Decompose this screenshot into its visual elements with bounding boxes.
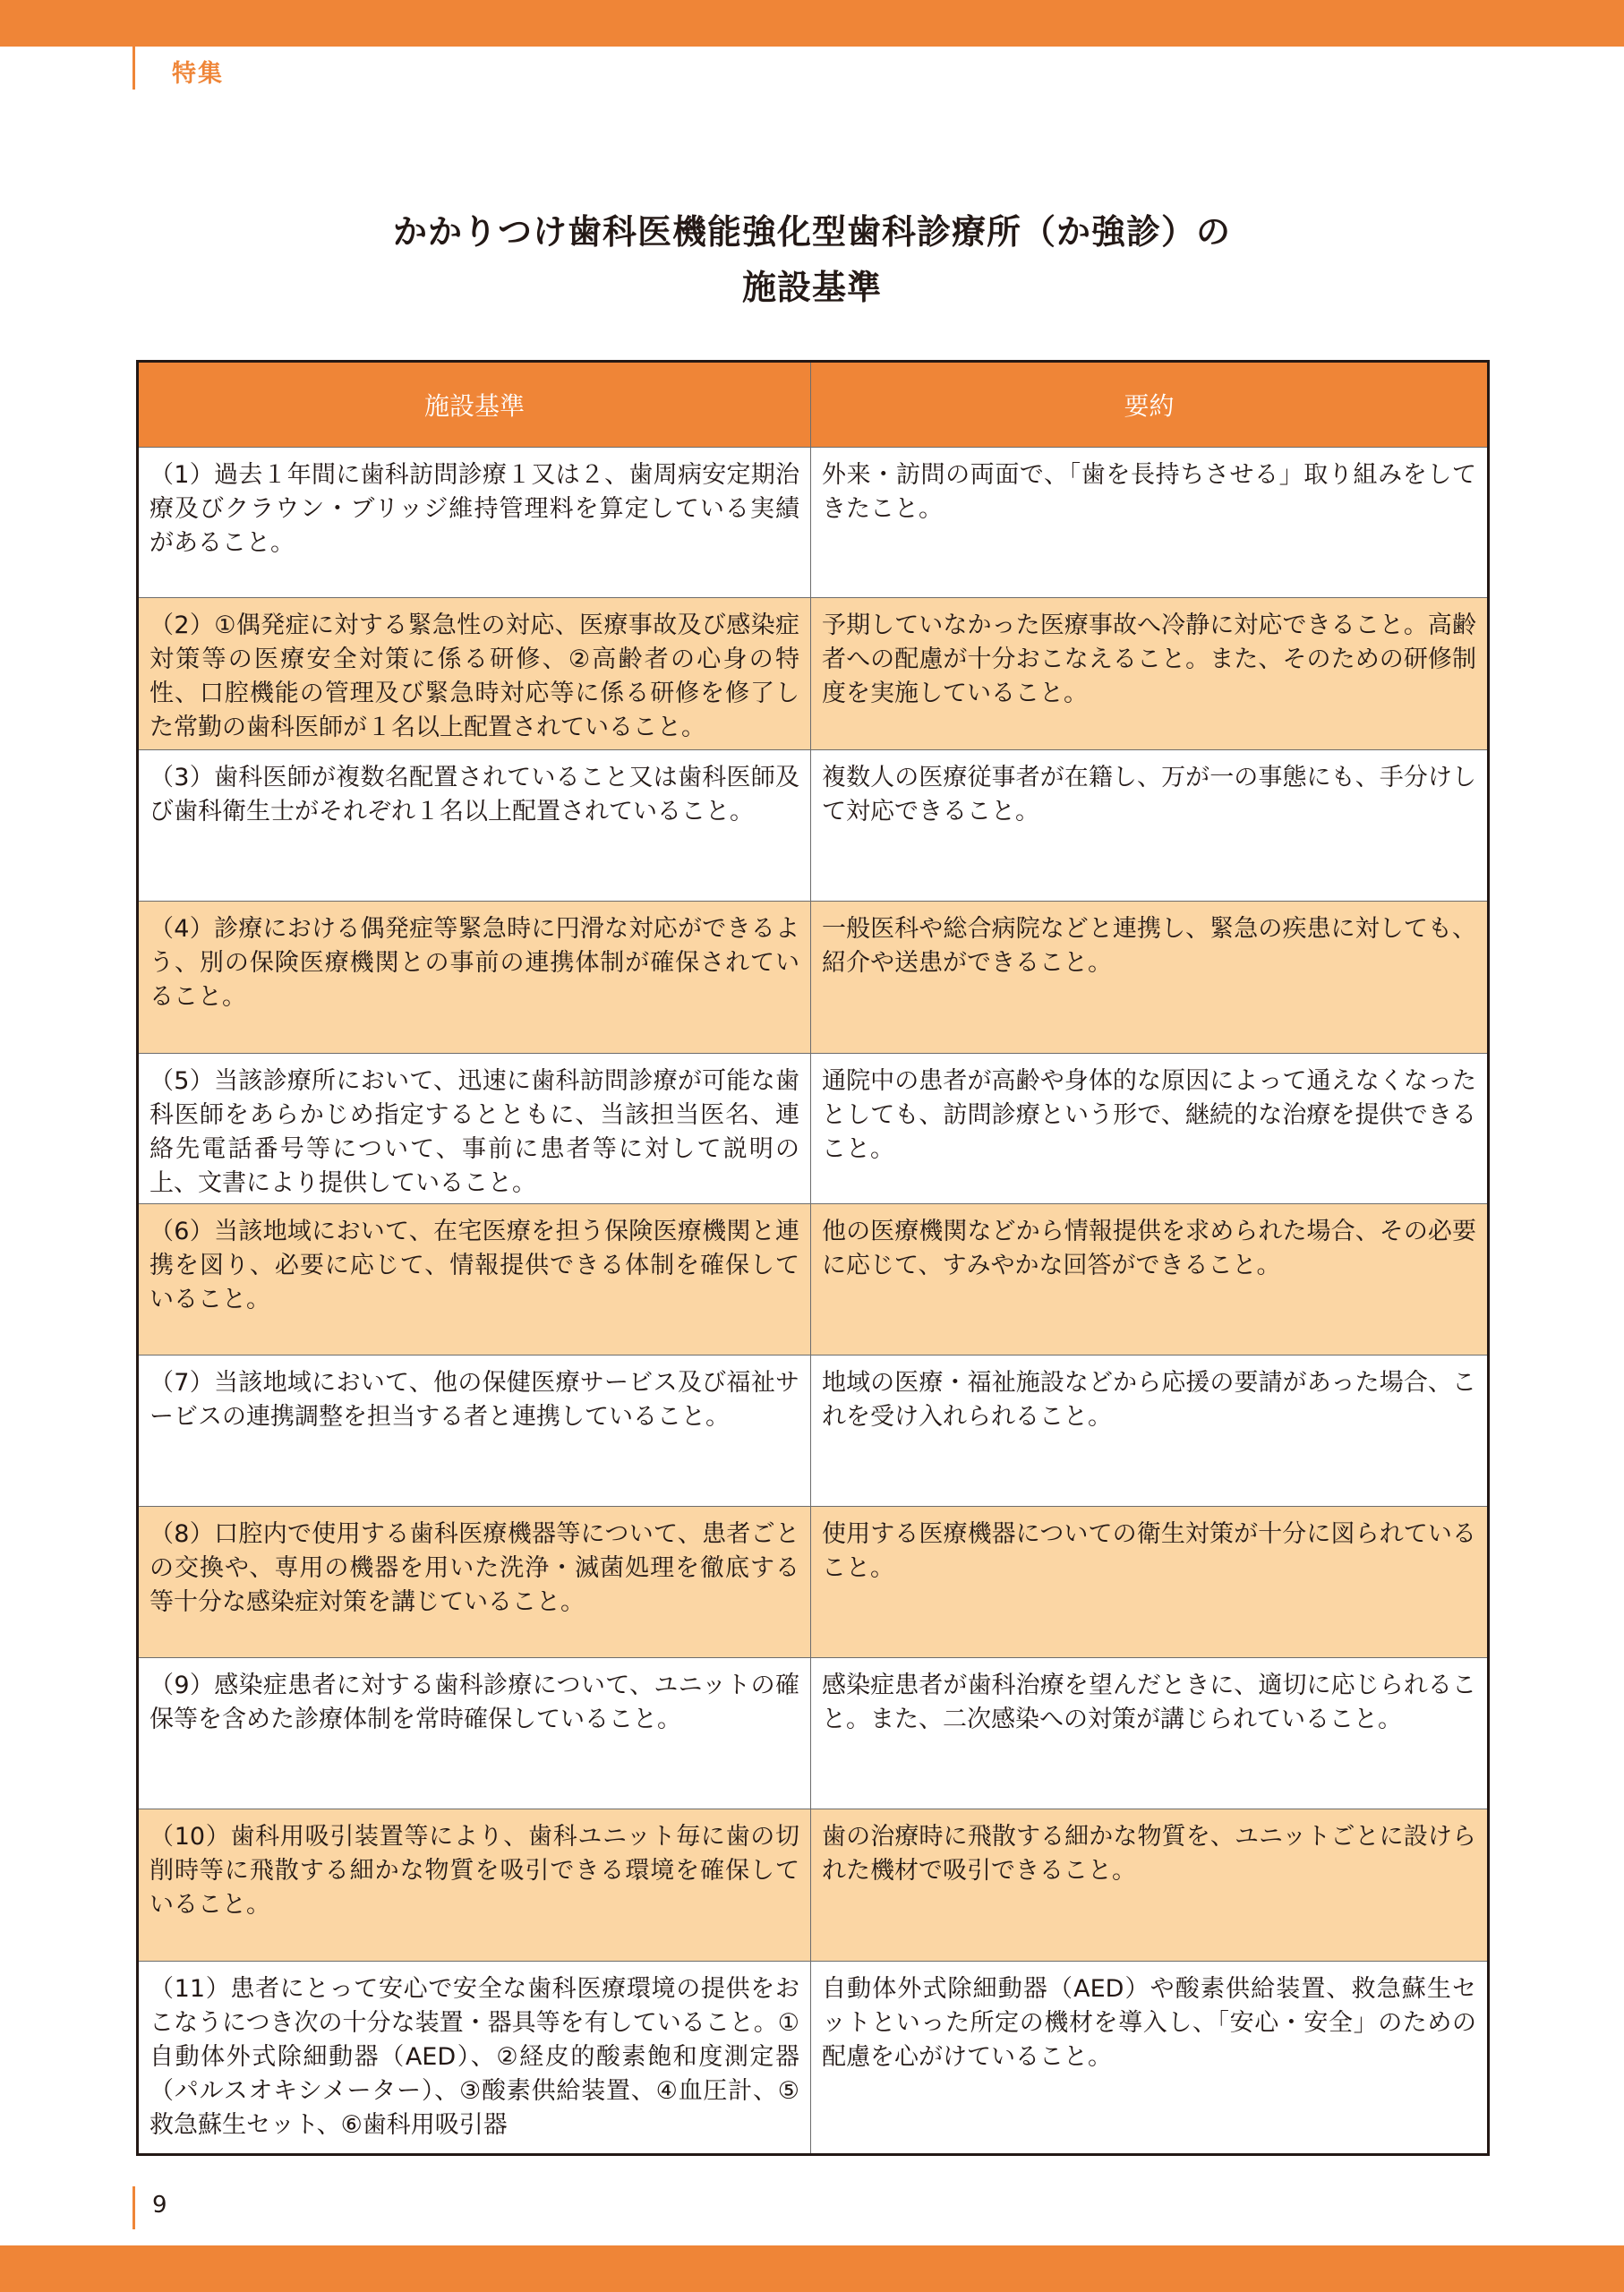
criterion-cell: （10）歯科用吸引装置等により、歯科ユニット毎に歯の切削時等に飛散する細かな物質を吸引できる環境を確保していること。	[138, 1809, 811, 1962]
criterion-cell: （7）当該地域において、他の保健医療サービス及び福祉サービスの連携調整を担当する者と連携していること。	[138, 1356, 811, 1507]
summary-cell: 外来・訪問の両面で、「歯を長持ちさせる」取り組みをしてきたこと。	[811, 448, 1489, 598]
summary-cell: 使用する医療機器についての衛生対策が十分に図られていること。	[811, 1507, 1489, 1658]
section-marker-bar	[132, 47, 135, 90]
page-title	[0, 204, 1624, 315]
bottom-accent-band	[0, 2245, 1624, 2292]
table-row	[138, 1507, 1489, 1658]
page-number-marker-bar	[132, 2186, 135, 2229]
table-row	[138, 448, 1489, 598]
table-row	[138, 1658, 1489, 1809]
column-header-criteria: 施設基準	[138, 362, 811, 448]
criterion-cell: （8）口腔内で使用する歯科医療機器等について、患者ごとの交換や、専用の機器を用いた洗浄・滅菌処理を徹底する等十分な感染症対策を講じていること。	[138, 1507, 811, 1658]
summary-cell: 自動体外式除細動器（AED）や酸素供給装置、救急蘇生セットといった所定の機材を導入し、「安心・安全」のための配慮を心がけていること。	[811, 1962, 1489, 2155]
table-row	[138, 1054, 1489, 1204]
criterion-cell: （4）診療における偶発症等緊急時に円滑な対応ができるよう、別の保険医療機関との事前の連携体制が確保されていること。	[138, 902, 811, 1054]
summary-cell: 地域の医療・福祉施設などから応援の要請があった場合、これを受け入れられること。	[811, 1356, 1489, 1507]
table-row	[138, 1962, 1489, 2155]
criterion-cell: （6）当該地域において、在宅医療を担う保険医療機関と連携を図り、必要に応じて、情報提供できる体制を確保していること。	[138, 1204, 811, 1356]
criterion-cell: （1）過去１年間に歯科訪問診療１又は２、歯周病安定期治療及びクラウン・ブリッジ維持管理料を算定している実績があること。	[138, 448, 811, 598]
summary-cell: 歯の治療時に飛散する細かな物質を、ユニットごとに設けられた機材で吸引できること。	[811, 1809, 1489, 1962]
table-row	[138, 902, 1489, 1054]
table-row	[138, 1356, 1489, 1507]
table-row	[138, 1204, 1489, 1356]
summary-cell: 一般医科や総合病院などと連携し、緊急の疾患に対しても、紹介や送患ができること。	[811, 902, 1489, 1054]
table-row	[138, 598, 1489, 750]
summary-cell: 他の医療機関などから情報提供を求められた場合、その必要に応じて、すみやかな回答ができること。	[811, 1204, 1489, 1356]
criterion-cell: （2）①偶発症に対する緊急性の対応、医療事故及び感染症対策等の医療安全対策に係る研修、②高齢者の心身の特性、口腔機能の管理及び緊急時対応等に係る研修を修了した常勤の歯科医師が１名以上配置されていること。	[138, 598, 811, 750]
summary-cell: 感染症患者が歯科治療を望んだときに、適切に応じられること。また、二次感染への対策が講じられていること。	[811, 1658, 1489, 1809]
top-accent-band	[0, 0, 1624, 47]
criterion-cell: （3）歯科医師が複数名配置されていること又は歯科医師及び歯科衛生士がそれぞれ１名以上配置されていること。	[138, 750, 811, 902]
table-row	[138, 1809, 1489, 1962]
section-label: 特集	[172, 60, 224, 88]
criterion-cell: （9）感染症患者に対する歯科診療について、ユニットの確保等を含めた診療体制を常時確保していること。	[138, 1658, 811, 1809]
column-header-summary: 要約	[811, 362, 1489, 448]
summary-cell: 通院中の患者が高齢や身体的な原因によって通えなくなったとしても、訪問診療という形で、継続的な治療を提供できること。	[811, 1054, 1489, 1204]
page-number: 9	[152, 2192, 167, 2219]
summary-cell: 予期していなかった医療事故へ冷静に対応できること。高齢者への配慮が十分おこなえること。また、そのための研修制度を実施していること。	[811, 598, 1489, 750]
criterion-cell: （11）患者にとって安心で安全な歯科医療環境の提供をおこなうにつき次の十分な装置・器具等を有していること。①自動体外式除細動器（AED）、②経皮的酸素飽和度測定器（パルスオキシメーター）、③酸素供給装置、④血圧計、⑤救急蘇生セット、⑥歯科用吸引器	[138, 1962, 811, 2155]
criterion-cell: （5）当該診療所において、迅速に歯科訪問診療が可能な歯科医師をあらかじめ指定するとともに、当該担当医名、連絡先電話番号等について、事前に患者等に対して説明の上、文書により提供していること。	[138, 1054, 811, 1204]
page-title-line1: かかりつけ歯科医機能強化型歯科診療所（か強診）の	[392, 212, 1231, 252]
page-title-line2: 施設基準	[741, 268, 882, 307]
table-row	[138, 750, 1489, 902]
facility-criteria-table	[136, 360, 1490, 2156]
summary-cell: 複数人の医療従事者が在籍し、万が一の事態にも、手分けして対応できること。	[811, 750, 1489, 902]
table-header-row	[138, 362, 1489, 448]
